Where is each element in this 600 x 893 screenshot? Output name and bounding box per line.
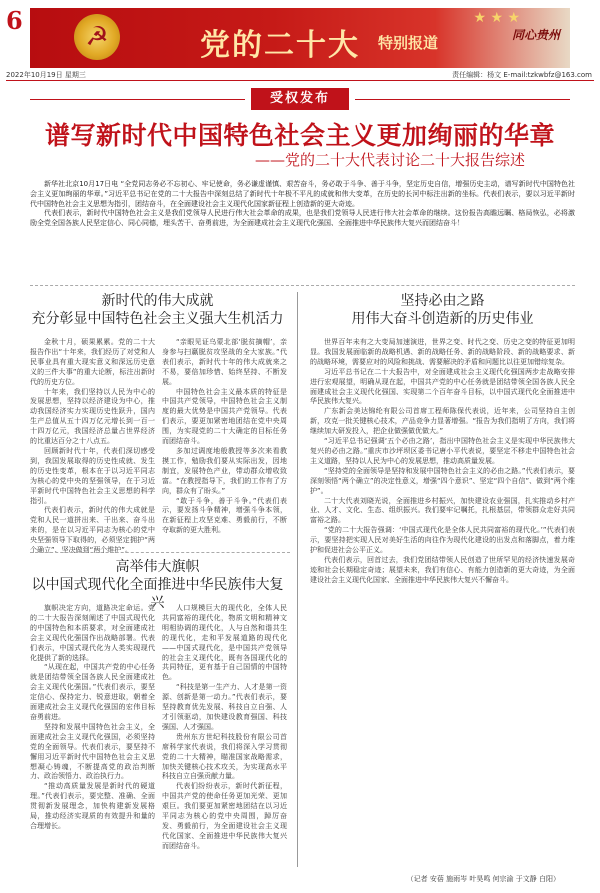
masthead-subtitle: 特别报道 xyxy=(378,34,439,52)
reporter-byline: （记者 安蓓 施雨岑 叶昊鸣 何宗渝 于文静 白阳） xyxy=(406,875,560,883)
article-lede xyxy=(30,180,575,229)
paragraph: “坚持党的全面领导是坚持和发展中国特色社会主义的必由之路。”代表们表示，要深刻领悟“两个确立”的决定性意义，增强“四个意识”、坚定“四个自信”、做到“两个维护”。 xyxy=(310,466,575,495)
paragraph: 旗帜决定方向，道路决定命运。党的二十大报告深刻阐述了中国式现代化的中国特色和本质要求，对全面建成社会主义现代化强国作出战略部署。代表们表示，中国式现代化为人类实现现代化提供了新的选择。 xyxy=(30,604,155,662)
article-subhead: ——党的二十大代表讨论二十大报告综述 xyxy=(254,151,525,169)
section-3-column-left xyxy=(30,604,155,868)
section-divider xyxy=(30,552,290,553)
section-1-heading xyxy=(30,292,285,328)
masthead xyxy=(0,0,600,78)
paragraph: 广东新会美达锦纶有限公司首席工程师陈保代表说，近年来，公司坚持自主创新，攻克一批关键核心技术，产品竞争力显著增强。“报告为我们指明了方向，我们将继续加大研发投入，把企业做强做优做大。” xyxy=(310,407,575,436)
paragraph: 习近平总书记在二十大报告中，对全面建成社会主义现代化强国两步走战略安排进行宏观展望，明确从现在起，中国共产党的中心任务就是团结带领全国各族人民全面建成社会主义现代化强国、实现第二个百年奋斗目标，以中国式现代化全面推进中华民族伟大复兴。 xyxy=(310,367,575,406)
section-3-heading-line-1: 高举伟大旗帜 xyxy=(115,559,200,575)
party-emblem-icon: ☭ xyxy=(74,14,120,60)
section-tag: 受权发布 xyxy=(251,88,349,110)
article-headline: 谱写新时代中国特色社会主义更加绚丽的华章 xyxy=(44,121,555,150)
paragraph: 坚持和发展中国特色社会主义，全面建成社会主义现代化强国，必须坚持党的全面领导。代表们表示，要坚持不懈用习近平新时代中国特色社会主义思想凝心铸魂，不断提高党的政治判断力、政治领悟力、政治执行力。 xyxy=(30,722,155,781)
section-3-column-right xyxy=(162,604,287,868)
newspaper-logo: 同心贵州 xyxy=(511,28,560,42)
tag-rule-left xyxy=(30,99,245,100)
section-2-heading-line-2: 用伟大奋斗创造新的历史伟业 xyxy=(351,311,534,327)
masthead-rule xyxy=(6,80,594,81)
lede-paragraph-2: 代表们表示，新时代中国特色社会主义是我们党领导人民进行伟大社会革命的成果，也是我们党领导人民进行伟大社会革命的继续。这份报告高瞻远瞩、格局恢弘，必将激励全党全国各族人民坚定信心、同心同德，埋头苦干、奋勇前进，为全面建成社会主义现代化强国、全面推进中华民族伟大复兴而团结奋斗！ xyxy=(30,209,575,228)
paragraph: 世界百年未有之大变局加速演进，世界之变、时代之变、历史之变的特征更加明显。我国发展面临新的战略机遇、新的战略任务、新的战略阶段、新的战略要求、新的战略环境，需要应对的风险和挑战、需要解决的矛盾和问题比以往更加错综复杂。 xyxy=(310,338,575,366)
section-1-heading-line-2: 充分彰显中国特色社会主义强大生机活力 xyxy=(31,311,284,327)
section-2-heading xyxy=(310,292,575,328)
paragraph: “亲眼见证乌蒙北部‘脱贫摘帽’，亲身参与扫赢脱贫攻坚战的全大家族。”代表们表示，新时代十年的伟大成就来之不易，要倍加珍惜、始终坚持、不断发展。 xyxy=(162,338,287,386)
section-3-heading-line-2: 以中国式现代化全面推进中华民族伟大复兴 xyxy=(31,577,284,611)
masthead-title: 党的二十大 xyxy=(200,28,360,63)
paragraph: 代表们表示，新时代的伟大成就是党和人民一道拼出来、干出来、奋斗出来的，是在以习近平同志为核心的党中央坚强领导下取得的，必须坚定拥护“两个确立”、坚决做到“两个维护”。 xyxy=(30,506,155,555)
paragraph: 多加过调度地般教授等多次来看教摸工作，勉励我们要从实际出发，因地制宜，发展特色产业，带动群众增收致富。“在教授指导下，我们的工作有了方向，群众有了盼头。” xyxy=(162,446,287,495)
paragraph: “敢于斗争，善于斗争。”代表们表示，要发扬斗争精神，增强斗争本领，在新征程上攻坚克难、勇毅前行，不断夺取新的更大胜利。 xyxy=(162,496,287,535)
editor-credits: 责任编辑：杨文 E-mail:tzkwbfz@163.com xyxy=(452,71,592,79)
tag-rule-right xyxy=(355,99,570,100)
section-1-column-right xyxy=(162,338,287,546)
dateline: 2022年10月19日 星期三 xyxy=(6,71,86,79)
lede-divider xyxy=(30,285,575,286)
paragraph: 回顾新时代十年，代表们深切感受到，我国发展取得的历史性成就、发生的历史性变革，根本在于以习近平同志为核心的党中央的坚强领导，在于习近平新时代中国特色社会主义思想的科学指引。 xyxy=(30,446,155,505)
paragraph: “推动高质量发展是新时代的硬道理。”代表们表示，要完整、准确、全面贯彻新发展理念，加快构建新发展格局，推动经济实现质的有效提升和量的合理增长。 xyxy=(30,782,155,830)
paragraph: 中国特色社会主义最本质的特征是中国共产党领导，中国特色社会主义制度的最大优势是中国共产党领导。代表们表示，要更加紧密地团结在党中央周围，为实现党的二十大确定的目标任务而团结奋斗。 xyxy=(162,387,287,446)
section-1-column-left xyxy=(30,338,155,555)
stars-icon: ★ ★ ★ xyxy=(473,10,520,26)
paragraph: “党的二十大报告强调：‘中国式现代化是全体人民共同富裕的现代化。’”代表们表示，要坚持把实现人民对美好生活的向往作为现代化建设的出发点和落脚点，着力维护和促进社会公平正义。 xyxy=(310,526,575,555)
column-divider xyxy=(297,292,298,867)
section-2-body xyxy=(310,338,575,868)
paragraph: 人口规模巨大的现代化，全体人民共同富裕的现代化，物质文明和精神文明相协调的现代化，人与自然和谐共生的现代化，走和平发展道路的现代化——中国式现代化，是中国共产党领导的社会主义现代化，既有各国现代化的共同特征，更有基于自己国情的中国特色。 xyxy=(162,604,287,682)
paragraph: 金秋十月，硕果累累。党的二十大报告作出“十年来，我们经历了对党和人民事业具有重大现实意义和深远历史意义的三件大事”的重大论断，标注出新时代的历史方位。 xyxy=(30,338,155,386)
paragraph: “科技是第一生产力、人才是第一资源、创新是第一动力。”代表们表示，要坚持教育优先发展、科技自立自强、人才引领驱动，加快建设教育强国、科技强国、人才强国。 xyxy=(162,683,287,731)
section-1-heading-line-1: 新时代的伟大成就 xyxy=(101,293,214,309)
paragraph: 代表们纷纷表示，新时代新征程，中国共产党的使命任务更加光荣、更加艰巨。我们要更加紧密地团结在以习近平同志为核心的党中央周围，踔厉奋发、勇毅前行，为全面建设社会主义现代化国家、全面推进中华民族伟大复兴而团结奋斗。 xyxy=(162,782,287,850)
paragraph: “习近平总书记强调‘五个必由之路’，指出中国特色社会主义是实现中华民族伟大复兴的必由之路。”重庆市沙坪坝区委书记唐小平代表说，要坚定不移走中国特色社会主义道路，坚持以人民为中心的发展思想，推动高质量发展。 xyxy=(310,437,575,465)
paragraph: 贵州东方世纪科技股份有限公司首席科学家代表说，我们将深入学习贯彻党的二十大精神，瞄准国家战略需求，加快关键核心技术攻关，为实现高水平科技自立自强贡献力量。 xyxy=(162,732,287,781)
page-number: 6 xyxy=(6,6,23,35)
lede-paragraph-1: 新华社北京10月17日电 “全党同志务必不忘初心、牢记使命，务必谦虚谨慎、艰苦奋斗，务必敢于斗争、善于斗争，坚定历史自信，增强历史主动，谱写新时代中国特色社会主义更加绚丽的华章。”习近平总书记在党的二十大报告中深刻总结了新时代十年极不平凡的成就和伟大变革，在历史的长河中标注出新的坐标。代表们表示，要以习近平新时代中国特色社会主义思想为指引，团结奋斗，在全面建设社会主义现代化国家新征程上创造新的更大奇迹。 xyxy=(30,180,575,208)
paragraph: 代表们表示，回首过去，我们党团结带领人民创造了世所罕见的经济快速发展奇迹和社会长期稳定奇迹；展望未来，我们有信心、有能力创造新的更大奇迹，为全面建设社会主义现代化国家、全面推进中华民族伟大复兴不懈奋斗。 xyxy=(310,555,575,584)
section-2-heading-line-1: 坚持必由之路 xyxy=(400,293,485,309)
paragraph: 十年来，我们坚持以人民为中心的发展思想，坚持以经济建设为中心，推动我国经济实力实现历史性跃升，国内生产总值从五十四万亿元增长到一百一十四万亿元，我国经济总量占世界经济的比重达百分之十八点五。 xyxy=(30,387,155,446)
paragraph: “从现在起，中国共产党的中心任务就是团结带领全国各族人民全面建成社会主义现代化强国。”代表们表示，要坚定信心、保持定力、锐意进取，朝着全面建成社会主义现代化强国的宏伟目标奋勇前进。 xyxy=(30,663,155,721)
paragraph: 二十大代表刘晓光说，全面推进乡村振兴，加快建设农业强国，扎实推动乡村产业、人才、文化、生态、组织振兴。我们要牢记嘱托，扎根基层，带领群众走好共同富裕之路。 xyxy=(310,496,575,525)
